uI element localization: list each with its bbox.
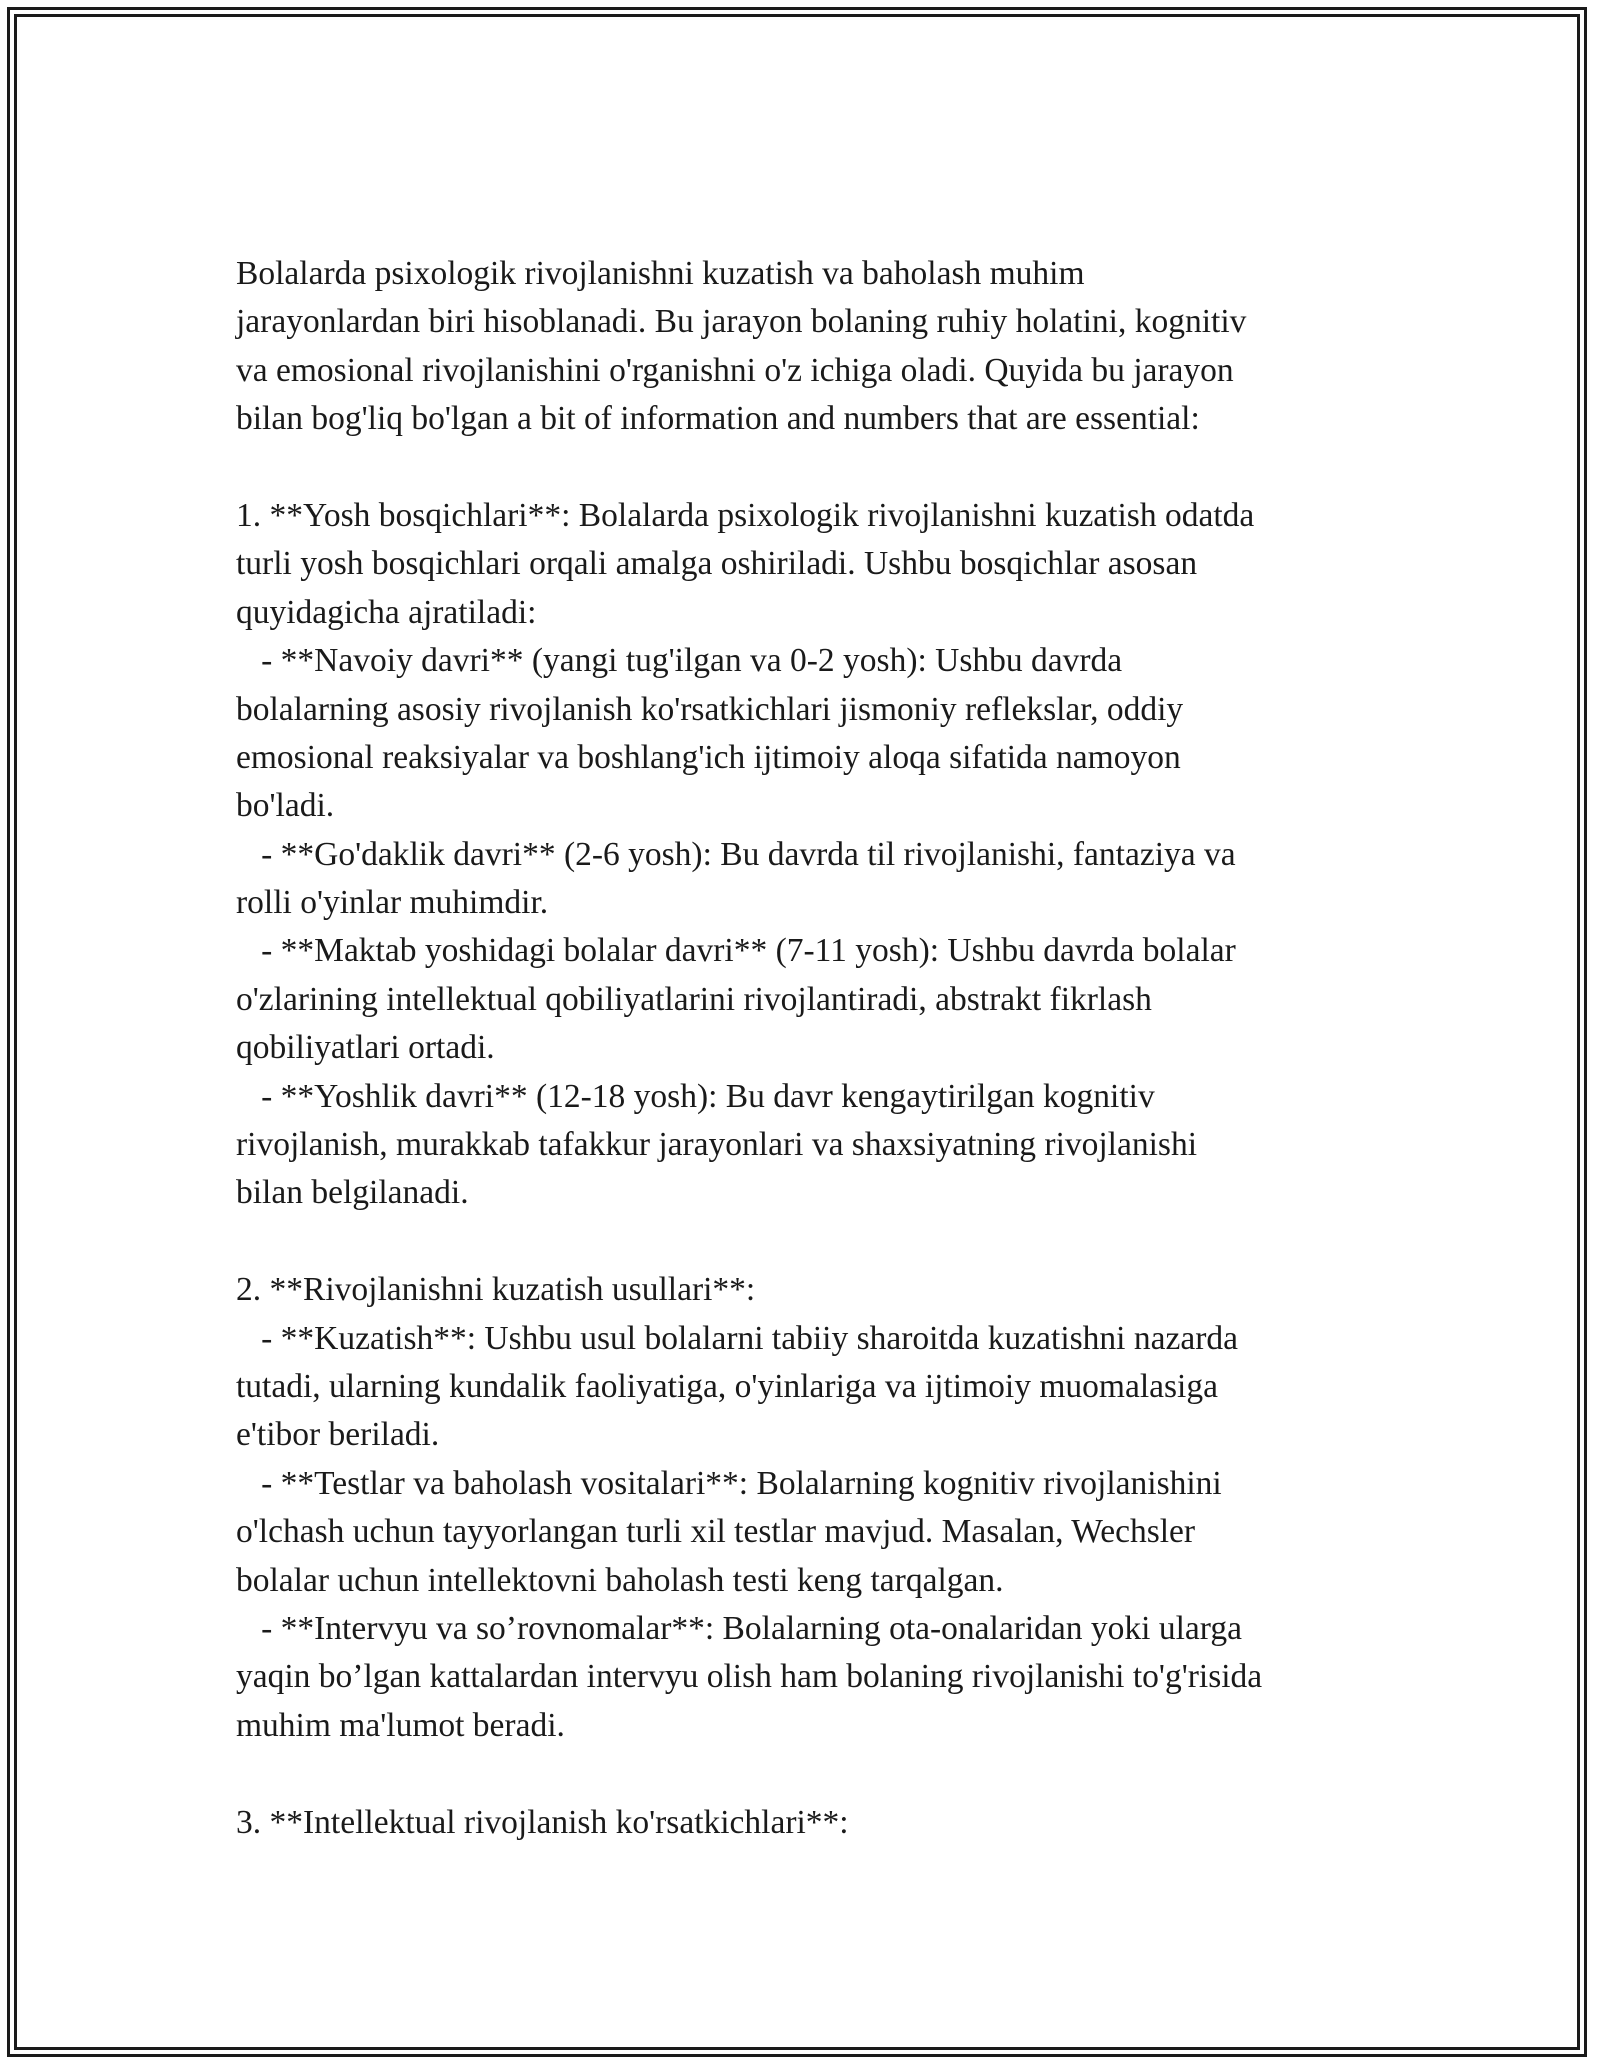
text-line: bolalar uchun intellektovni baholash testi keng tarqalgan. [236,1561,1004,1599]
text-line: Bolalarda psixologik rivojlanishni kuzatish va baholash muhim [236,255,1085,292]
text-line: rolli o'yinlar muhimdir. [236,884,549,922]
text-line: bolalarning asosiy rivojlanish ko'rsatkichlari jismoniy reflekslar, oddiy [236,690,1184,728]
text-line: - **Kuzatish**: Ushbu usul bolalarni tabiiy sharoitda kuzatishni nazarda [236,1319,1238,1357]
text-line: emosional reaksiyalar va boshlang'ich ijtimoiy aloqa sifatida namoyon [236,738,1181,776]
blank-line [236,444,1366,492]
blank-line [236,1218,1366,1266]
text-line: bo'ladi. [236,787,335,825]
text-line: o'zlarining intellektual qobiliyatlarini rivojlantiradi, abstrakt fikrlash [236,980,1152,1018]
text-line: - **Intervyu va so’rovnomalar**: Bolalarning ota-onalaridan yoki ularga [236,1609,1242,1647]
text-line: o'lchash uchun tayyorlangan turli xil testlar mavjud. Masalan, Wechsler [236,1513,1196,1551]
text-line: turli yosh bosqichlari orqali amalga oshiriladi. Ushbu bosqichlar asosan [236,545,1198,583]
text-line: quyidagicha ajratiladi: [236,593,537,631]
text-line: bilan bog'liq bo'lgan a bit of information and numbers that are essential: [236,400,1200,438]
text-line: 3. **Intellektual rivojlanish ko'rsatkichlari**: [236,1803,849,1841]
text-line: 1. **Yosh bosqichlari**: Bolalarda psixologik rivojlanishni kuzatish odatda [236,496,1255,534]
text-line: 2. **Rivojlanishni kuzatish usullari**: [236,1271,756,1309]
text-line: - **Maktab yoshidagi bolalar davri** (7-11 yosh): Ushbu davrda bolalar [236,932,1236,970]
text-line: va emosional rivojlanishini o'rganishni o'z ichiga oladi. Quyida bu jarayon [236,351,1234,389]
text-line: muhim ma'lumot beradi. [236,1706,565,1744]
text-line: - **Go'daklik davri** (2-6 yosh): Bu davrda til rivojlanishi, fantaziya va [236,835,1236,873]
text-line: - **Testlar va baholash vositalari**: Bolalarning kognitiv rivojlanishini [236,1464,1222,1502]
text-line: e'tibor beriladi. [236,1416,440,1454]
text-line: jarayonlardan biri hisoblanadi. Bu jarayon bolaning ruhiy holatini, kognitiv [236,303,1247,341]
text-line: rivojlanish, murakkab tafakkur jarayonlari va shaxsiyatning rivojlanishi [236,1126,1198,1164]
text-line: - **Yoshlik davri** (12-18 yosh): Bu davr kengaytirilgan kognitiv [236,1077,1155,1115]
text-line: yaqin bo’lgan kattalardan intervyu olish ham bolaning rivojlanishi to'g'risida [236,1658,1263,1696]
text-line: bilan belgilanadi. [236,1174,469,1212]
text-line: qobiliyatlari ortadi. [236,1029,495,1067]
document-body [236,250,1366,1847]
text-line: - **Navoiy davri** (yangi tug'ilgan va 0-2 yosh): Ushbu davrda [236,642,1123,680]
text-line: tutadi, ularning kundalik faoliyatiga, o'yinlariga va ijtimoiy muomalasiga [236,1367,1218,1405]
blank-line [236,1750,1366,1798]
